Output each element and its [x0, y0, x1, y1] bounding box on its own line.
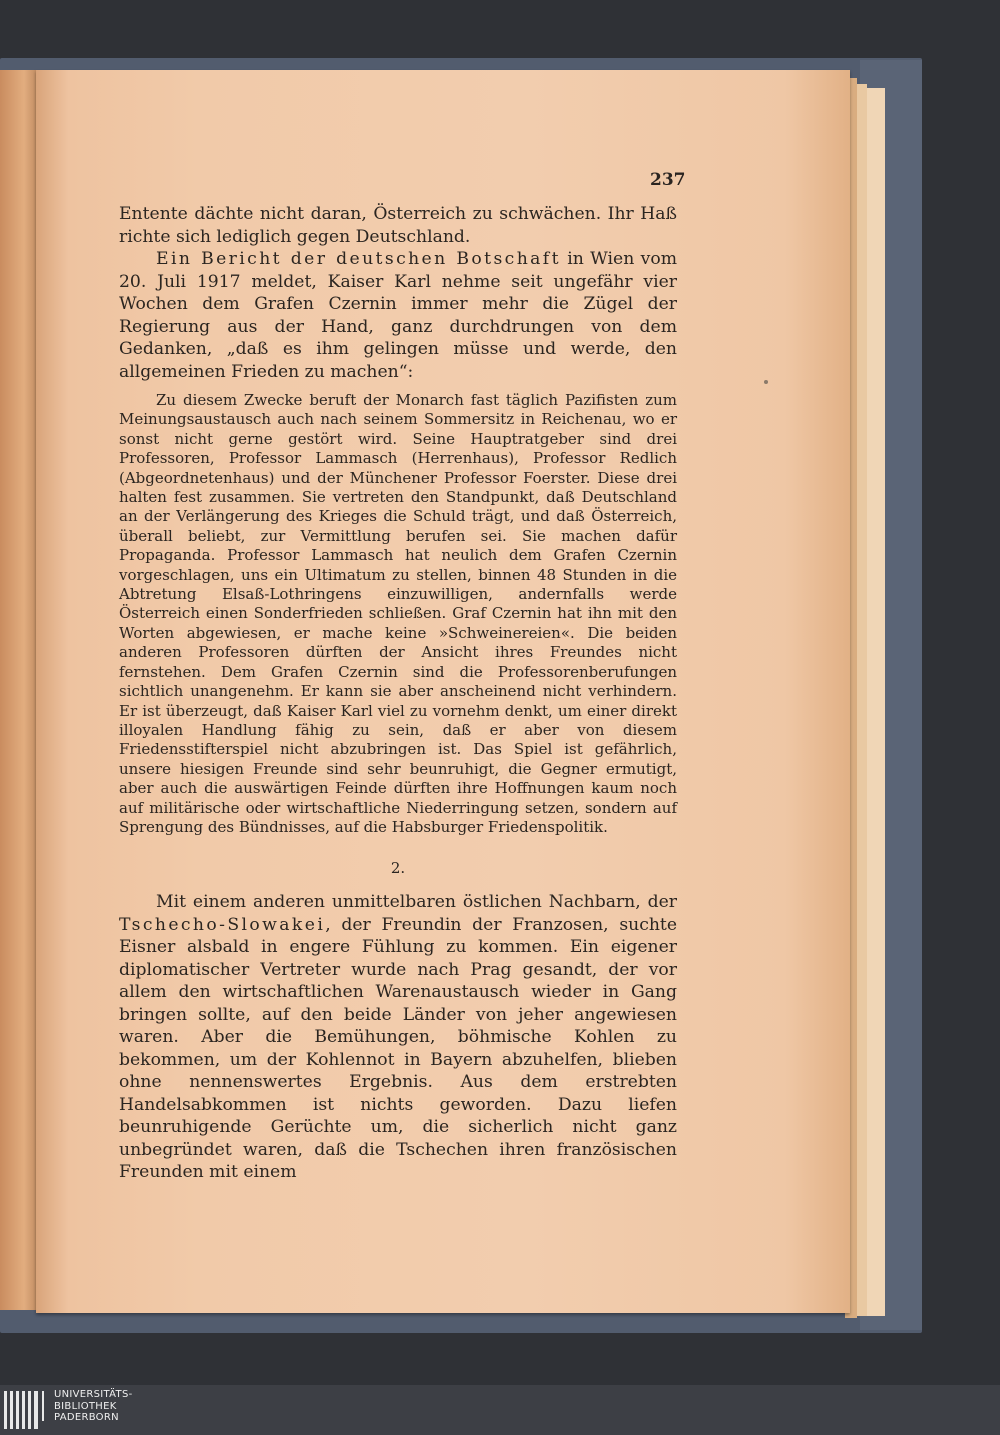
page-number: 237: [650, 170, 686, 190]
paragraph-2-text: in Wien vom 20. Juli 1917 meldet, Kaiser Karl nehme seit ungefähr vier Wochen dem Grafen Czernin immer mehr die Zügel der Regierung aus der Hand, ganz durchdrungen von dem Gedanken, „daß es ihm gelingen müsse und werde, den allgemeinen Frieden zu machen“:: [119, 249, 677, 382]
page-speck: [764, 380, 768, 384]
library-logo-text: [54, 1389, 133, 1424]
left-facing-page: [0, 70, 40, 1310]
logo-line: BIBLIOTHEK: [54, 1400, 117, 1412]
logo-line: PADERBORN: [54, 1412, 119, 1423]
page-body: [119, 203, 677, 1184]
spaced-emphasis: Tschecho-Slowakei: [119, 914, 326, 935]
paragraph-2: [119, 248, 677, 383]
library-logo-icon: [4, 1391, 48, 1429]
page-edge: [867, 88, 885, 1316]
block-quote: Zu diesem Zwecke beruft der Monarch fast täglich Pazifisten zum Meinungsaustausch auch nach seinem Sommersitz in Reichenau, wo er sonst nicht gerne gestört wird. Seine Hauptratgeber sind drei Professoren, Professor Lammasch (Herrenhaus), Professor Redlich (Abgeordnetenhaus) und der Münchener Professor Foerster. Diese drei halten fest zusammen. Sie vertreten den Standpunkt, daß Deutschland an der Verlängerung des Krieges die Schuld trägt, und daß Österreich, überall beliebt, zur Vermittlung berufen sei. Sie machen dafür Propaganda. Professor Lammasch hat neulich dem Grafen Czernin vorgeschlagen, uns ein Ultimatum zu stellen, binnen 48 Stunden in die Abtretung Elsaß-Lothringens einzuwilligen, andernfalls werde Österreich einen Sonderfrieden schließen. Graf Czernin hat ihn mit den Worten abgewiesen, er mache keine »Schweinereien«. Die beiden anderen Professoren dürften der Ansicht ihres Freundes nicht fernstehen. Dem Grafen Czernin sind die Professorenberufungen sichtlich unangenehm. Er kann sie aber anscheinend nicht verhindern. Er ist überzeugt, daß Kaiser Karl viel zu vornehm denkt, um einer direkt illoyalen Handlung fähig zu sein, daß er aber von diesem Friedensstifterspiel nicht abzubringen ist. Das Spiel ist gefährlich, unsere hiesigen Freunde sind sehr beunruhigt, die Gegner ermutigt, aber auch die auswärtigen Feinde dürften ihre Hoffnungen kaum noch auf militärische oder wirtschaftliche Niederringung setzen, sondern auf Sprengung des Bündnisses, auf die Habsburger Friedenspolitik.: [119, 391, 677, 836]
logo-line: UNIVERSITÄTS-: [54, 1389, 133, 1400]
paragraph-3-text: , der Freundin der Franzosen, suchte Eisner alsbald in engere Fühlung zu kommen. Ein eigener diplomatischer Vertreter wurde nach Prag gesandt, der vor allem den wirtschaftlichen Warenaustausch wieder in Gang bringen sollte, auf den beide Länder von jeher angewiesen waren. Aber die Bemühungen, böhmische Kohlen zu bekommen, um der Kohlennot in Bayern abzuhelfen, blieben ohne nennenswertes Ergebnis. Aus dem erstrebten Handelsabkommen ist nichts geworden. Dazu liefen beunruhigende Gerüchte um, die sicherlich nicht ganz unbegründet waren, daß die Tschechen ihren französischen Freunden mit einem: [119, 914, 677, 1183]
page-edge: [857, 84, 867, 1316]
paragraph-3-start: Mit einem anderen unmittelbaren östlichen Nachbarn, der: [156, 892, 677, 913]
spaced-emphasis: Ein Bericht der deutschen Botschaft: [156, 249, 561, 269]
paragraph-3: [119, 891, 677, 1184]
section-number: 2.: [390, 859, 406, 878]
paragraph-1: Entente dächte nicht daran, Österreich zu schwächen. Ihr Haß richte sich lediglich gegen Deutschland.: [119, 204, 677, 247]
footer-bar: [0, 1385, 1000, 1435]
